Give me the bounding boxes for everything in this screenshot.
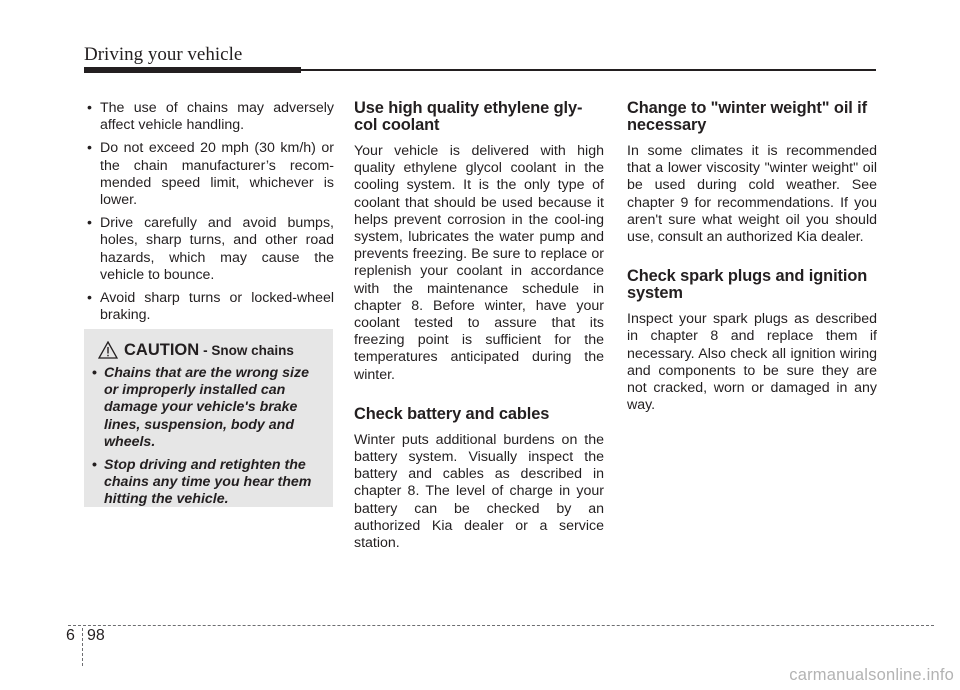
list-item: • Do not exceed 20 mph (30 km/h) or the chain manufacturer’s recom-mended speed limit, whichever is lower.: [84, 140, 334, 209]
section-body-coolant: Your vehicle is delivered with high quality ethylene glycol coolant in the cooling system. It is the only type of coolant that should be used because it helps prevent corrosion in the cool-ing system, lubricates the water pump and prevents freezing. Be sure to replace or replenish your coolant in accordance with the maintenance schedule in chapter 8. Before winter, have your coolant tested to assure that its freezing point is sufficient for the temperatures anticipated during the winter.: [354, 143, 604, 383]
header-rule-thin: [301, 69, 876, 71]
section-heading-oil: Change to "winter weight" oil if necessary: [627, 99, 867, 134]
section-heading-coolant: Use high quality ethylene gly-col coolant: [354, 99, 583, 134]
list-item: • Chains that are the wrong size or improperly installed can damage your vehicle's brake lines, suspension, body and wheels.: [88, 365, 326, 451]
chapter-number: 6: [66, 627, 75, 644]
list-item: • Stop driving and retighten the chains any time you hear them hitting the vehicle.: [88, 457, 326, 509]
chain-tips-list: [84, 100, 334, 324]
section-body-spark-plugs: Inspect your spark plugs as described in chapter 8 and replace them if necessary. Also check all ignition wiring and components to be sure they are not cracked, worn or damaged in any way.: [627, 311, 877, 414]
list-item: • The use of chains may adversely affect vehicle handling.: [84, 100, 334, 134]
column-left: [84, 100, 334, 330]
column-middle: [354, 100, 604, 552]
caution-list: [88, 365, 326, 515]
section-body-battery: Winter puts additional burdens on the battery system. Visually inspect the battery and cables as described in chapter 8. The level of charge in your battery can be checked by an authorized Kia dealer or a service station.: [354, 431, 604, 552]
page-number: 98: [87, 627, 105, 644]
caution-box: [84, 329, 333, 507]
caution-header: [98, 339, 294, 361]
column-right: [627, 100, 877, 414]
list-item: • Avoid sharp turns or locked-wheel braking.: [84, 290, 334, 324]
caution-label: CAUTION: [124, 340, 200, 359]
section-body-oil: In some climates it is recommended that a lower viscosity "winter weight" oil be used during cold weather. See chapter 9 for recommendations. If you aren't sure what weight oil you should use, consult an authorized Kia dealer.: [627, 143, 877, 246]
page-header-title: Driving your vehicle: [84, 44, 243, 65]
section-heading-spark-plugs: Check spark plugs and ignition system: [627, 267, 868, 303]
warning-triangle-icon: [98, 341, 118, 359]
list-item: • Drive carefully and avoid bumps, holes, sharp turns, and other road hazards, which may cause the vehicle to bounce.: [84, 215, 334, 284]
header-rule-thick: [84, 67, 301, 73]
watermark-text: carmanualsonline.info: [789, 666, 954, 684]
page-number-divider: [82, 628, 83, 666]
footer-divider: [68, 625, 934, 626]
section-heading-battery: Check battery and cables: [354, 404, 550, 423]
caution-subtitle: - Snow chains: [203, 342, 294, 358]
